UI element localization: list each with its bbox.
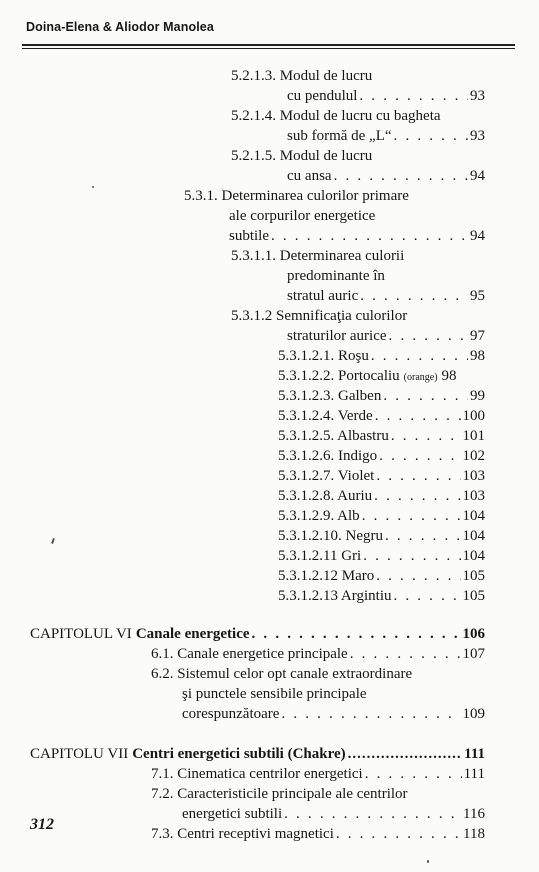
- toc-entry-5-3-1-1-line-1: 5.3.1.1. Determinarea culorii: [231, 248, 405, 264]
- toc-entry-label: 5.3.1.2.2. Portocaliu: [278, 368, 400, 384]
- toc-entry-5-2-1-3: [287, 86, 485, 106]
- toc-entry-5-2-1-5-line-1: 5.2.1.5. Modul de lucru: [231, 148, 373, 164]
- toc-page-number: 93: [470, 88, 485, 104]
- toc-entry-5-3-1: [229, 226, 485, 246]
- toc-entry-label: 5.3.1.2.5. Albastru: [278, 428, 389, 444]
- toc-entry-label: corespunzătoare: [182, 706, 280, 722]
- toc-page-number: 104: [462, 548, 485, 564]
- leader-dots: [376, 466, 460, 486]
- toc-page-number: 116: [463, 806, 485, 822]
- toc-entry-6-2-line-1: 6.2. Sistemul celor opt canale extraordinare: [151, 666, 413, 682]
- toc-entry-label: 5.3.1.2.12 Maro: [278, 568, 375, 584]
- scan-speck: [92, 186, 94, 188]
- leader-dots: [379, 446, 460, 466]
- toc-entry-5-3-1-2: [287, 326, 485, 346]
- toc-entry-5-3-1-1-line-2: predominante în: [287, 268, 385, 284]
- toc-entry-5-3-1-1: [287, 286, 485, 306]
- toc-page-number: 95: [470, 288, 485, 304]
- toc-entry-label: 5.3.1.2.8. Auriu: [278, 488, 373, 504]
- toc-page-number: 101: [462, 428, 485, 444]
- toc-entry-violet: [278, 466, 485, 486]
- toc-entry-label: cu ansa: [287, 168, 332, 184]
- toc-entry-label: 5.3.1.2.6. Indigo: [278, 448, 378, 464]
- toc-page-number: 98: [441, 368, 457, 384]
- toc-entry-5-3-1-2-line-1: 5.3.1.2 Semnificaţia culorilor: [231, 308, 408, 324]
- toc-entry-label: 5.3.1.2.10. Negru: [278, 528, 383, 544]
- toc-entry-5-3-1-line-1: 5.3.1. Determinarea culorilor primare: [184, 188, 409, 204]
- toc-entry-5-2-1-4: [287, 126, 485, 146]
- leader-dots: [391, 426, 461, 446]
- chapter-title: Centri energetici subtili (Chakre): [132, 746, 346, 762]
- toc-entry-7-1: [151, 764, 485, 784]
- leader-dots: [350, 644, 461, 664]
- scan-speck: [51, 538, 55, 544]
- toc-entry-5-2-1-3-line-1: 5.2.1.3. Modul de lucru: [231, 68, 373, 84]
- toc-page-number: 100: [462, 408, 485, 424]
- toc-page-number: 104: [462, 508, 485, 524]
- leader-dots: [376, 566, 460, 586]
- toc-entry-5-2-1-5: [287, 166, 485, 186]
- chapter-heading-vi: [30, 624, 485, 644]
- toc-entry-6-2-line-2: şi punctele sensibile principale: [182, 686, 367, 702]
- toc-entry-label: 5.3.1.2.7. Violet: [278, 468, 375, 484]
- toc-page-number: 111: [463, 766, 485, 782]
- toc-page-number: 105: [462, 568, 485, 584]
- leader-dots: [393, 586, 460, 606]
- toc-entry-label: energetici subtili: [182, 806, 283, 822]
- leader-dots: [371, 346, 468, 366]
- leader-dots: [281, 704, 460, 724]
- toc-entry-label: 5.3.1.2.9. Alb: [278, 508, 360, 524]
- toc-entry-alb: [278, 506, 485, 526]
- toc-entry-indigo: [278, 446, 485, 466]
- toc-page-number: 98: [470, 348, 485, 364]
- toc-page-number: 106: [462, 626, 485, 642]
- toc-entry-label: subtile: [229, 228, 269, 244]
- scan-speck: [427, 860, 429, 863]
- leader-dots: [348, 744, 463, 764]
- leader-dots: [363, 546, 460, 566]
- toc-page-number: 109: [462, 706, 485, 722]
- chapter-prefix: CAPITOLU VII: [30, 746, 129, 762]
- leader-dots: [359, 86, 468, 106]
- toc-entry-label: 5.3.1.2.3. Galben: [278, 388, 382, 404]
- toc-page-number: 103: [462, 488, 485, 504]
- leader-dots: [360, 286, 468, 306]
- toc-entry-6-1: [151, 644, 485, 664]
- toc-entry-label: 5.3.1.2.1. Roşu: [278, 348, 369, 364]
- toc-entry-auriu: [278, 486, 485, 506]
- toc-entry-5-2-1-4-line-1: 5.2.1.4. Modul de lucru cu bagheta: [231, 108, 441, 124]
- toc-entry-label: cu pendulul: [287, 88, 358, 104]
- leader-dots: [365, 764, 462, 784]
- leader-dots: [383, 386, 468, 406]
- toc-entry-albastru: [278, 426, 485, 446]
- toc-entry-argintiu: [278, 586, 485, 606]
- chapter-heading-vii: [30, 744, 485, 764]
- toc-entry-label: 7.1. Cinematica centrilor energetici: [151, 766, 363, 782]
- running-header: Doina-Elena & Aliodor Manolea: [26, 20, 214, 34]
- leader-dots: [389, 326, 468, 346]
- toc-page-number: 99: [470, 388, 485, 404]
- chapter-title: Canale energetice: [135, 626, 250, 642]
- toc-entry-label: sub formă de „L“: [287, 128, 392, 144]
- leader-dots: [252, 624, 461, 644]
- toc-entry-7-2: [182, 804, 485, 824]
- toc-page-number: 93: [470, 128, 485, 144]
- leader-dots: [362, 506, 461, 526]
- toc-entry-7-2-line-1: 7.2. Caracteristicile principale ale centrilor: [151, 786, 408, 802]
- leader-dots: [385, 526, 461, 546]
- toc-page-number: 107: [462, 646, 485, 662]
- toc-entry-label: 5.3.1.2.11 Gri: [278, 548, 362, 564]
- leader-dots: [334, 166, 468, 186]
- toc-page-number: 118: [463, 826, 485, 842]
- toc-entry-label: 5.3.1.2.4. Verde: [278, 408, 373, 424]
- toc-entry-label: 7.3. Centri receptivi magnetici: [151, 826, 334, 842]
- leader-dots: [394, 126, 468, 146]
- header-rule: [22, 44, 515, 46]
- toc-page-number: 102: [462, 448, 485, 464]
- toc-entry-note: (orange): [403, 372, 438, 383]
- toc-entry-label: 6.1. Canale energetice principale: [151, 646, 348, 662]
- toc-entry-negru: [278, 526, 485, 546]
- toc-page-number: 104: [462, 528, 485, 544]
- chapter-prefix: CAPITOLUL VI: [30, 626, 132, 642]
- toc-page-number: 94: [470, 228, 485, 244]
- toc-entry-label: 5.3.1.2.13 Argintiu: [278, 588, 392, 604]
- toc-page-number: 94: [470, 168, 485, 184]
- toc-entry-maro: [278, 566, 485, 586]
- toc-page-number: 105: [462, 588, 485, 604]
- toc-entry-5-3-1-line-2: ale corpurilor energetice: [229, 208, 376, 224]
- header-rule-thin: [22, 48, 515, 49]
- leader-dots: [271, 226, 468, 246]
- toc-entry-gri: [278, 546, 485, 566]
- toc-entry-galben: [278, 386, 485, 406]
- toc-page-number: 103: [462, 468, 485, 484]
- leader-dots: [375, 406, 461, 426]
- toc-entry-label: straturilor aurice: [287, 328, 387, 344]
- leader-dots: [336, 824, 461, 844]
- toc-entry-verde: [278, 406, 485, 426]
- toc-entry-portocaliu: [278, 366, 485, 386]
- leader-dots: [284, 804, 461, 824]
- toc-page-number: 111: [464, 746, 485, 762]
- toc-page-number: 97: [470, 328, 485, 344]
- toc-entry-rosu: [278, 346, 485, 366]
- page-number: 312: [30, 816, 54, 833]
- toc-entry-label: stratul auric: [287, 288, 359, 304]
- toc-entry-6-2: [182, 704, 485, 724]
- toc-entry-7-3: [151, 824, 485, 844]
- leader-dots: [374, 486, 460, 506]
